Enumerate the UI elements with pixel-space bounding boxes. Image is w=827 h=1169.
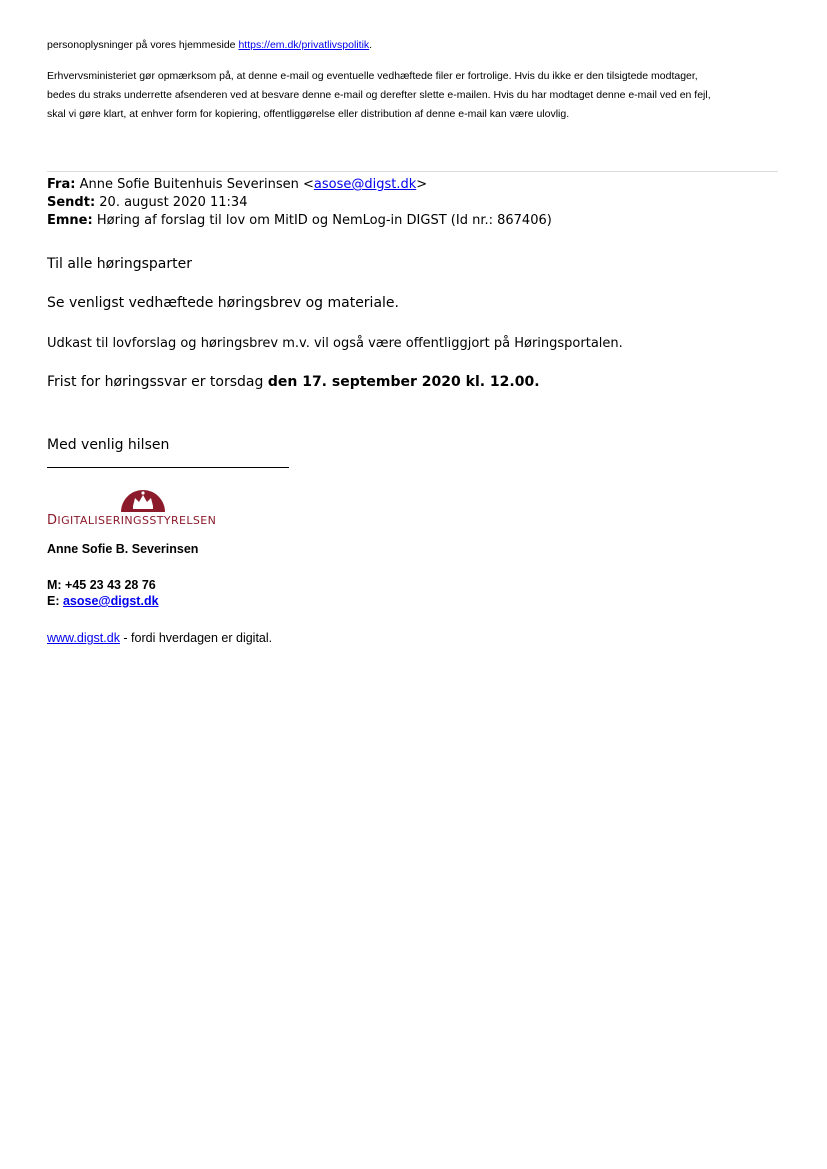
website-link[interactable]: www.digst.dk: [47, 631, 120, 645]
signature-email-row: [47, 594, 159, 608]
disclaimer-line-1: Erhvervsministeriet gør opmærksom på, at denne e-mail og eventuelle vedhæftede filer er fortrolige. Hvis du ikke er den tilsigtede modtager,: [47, 70, 698, 82]
logo-rest: IGITALISERINGSSTYRELSEN: [57, 514, 217, 527]
subject-label: Emne:: [47, 213, 93, 228]
sent-label: Sendt:: [47, 195, 96, 210]
from-email-link[interactable]: asose@digst.dk: [313, 177, 417, 192]
deadline-date: den 17. september 2020 kl. 12.00.: [267, 374, 540, 390]
from-name: Anne Sofie Buitenhuis Severinsen <: [75, 177, 314, 192]
from-label: Fra:: [47, 177, 76, 192]
from-suffix: >: [416, 177, 428, 192]
sent-value: 20. august 2020 11:34: [95, 195, 248, 210]
greeting: Til alle høringsparter: [47, 256, 192, 272]
signature-rule: [47, 467, 289, 468]
confidentiality-disclaimer: [47, 67, 777, 124]
signature-email-link[interactable]: asose@digst.dk: [62, 594, 159, 608]
privacy-suffix: .: [369, 39, 373, 51]
website-row: [47, 631, 272, 645]
privacy-text: personoplysninger på vores hjemmeside: [47, 39, 239, 51]
signature-phone: M: +45 23 43 28 76: [47, 578, 156, 592]
logo-initial: D: [47, 513, 58, 528]
closing: Med venlig hilsen: [47, 437, 170, 453]
deadline-prefix: Frist for høringssvar er torsdag: [47, 374, 268, 390]
signature-name: Anne Sofie B. Severinsen: [47, 542, 199, 556]
body-line-2: Udkast til lovforslag og høringsbrev m.v. vil også være offentliggjort på Høringsportalen.: [47, 336, 623, 351]
signature-email-label: E:: [47, 594, 63, 608]
subject-value: Høring af forslag til lov om MitID og NemLog-in DIGST (Id nr.: 867406): [92, 213, 552, 228]
header-divider: [47, 171, 778, 172]
disclaimer-line-3: skal vi gøre klart, at enhver form for kopiering, offentliggørelse eller distribution af denne e-mail kan være ulovlig.: [47, 108, 570, 120]
body-line-1: Se venligst vedhæftede høringsbrev og materiale.: [47, 295, 399, 311]
subject-row: [47, 212, 552, 230]
email-header: [47, 176, 552, 230]
privacy-policy-link[interactable]: https://em.dk/privatlivspolitik: [238, 39, 370, 51]
disclaimer-line-2: bedes du straks underrette afsenderen ved at besvare denne e-mail og derefter slette e-mailen. Hvis du har modtaget denne e-mail ved en fejl,: [47, 89, 711, 101]
crown-icon: [113, 484, 173, 514]
website-tagline: - fordi hverdagen er digital.: [119, 631, 273, 645]
digitaliseringsstyrelsen-logo: [47, 484, 247, 528]
deadline-line: [47, 373, 540, 391]
logo-wordmark: [47, 513, 216, 528]
privacy-line: [47, 36, 372, 55]
from-row: [47, 176, 552, 194]
sent-row: [47, 194, 552, 212]
